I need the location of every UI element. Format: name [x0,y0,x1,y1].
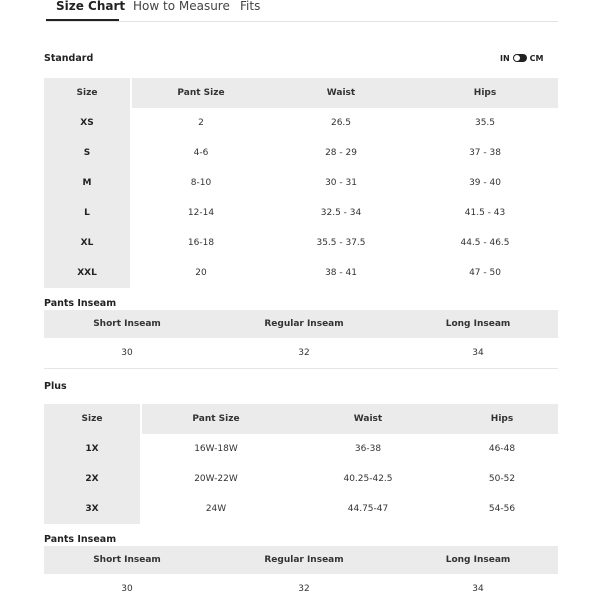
size-cell: L [44,198,132,228]
header-waist: Waist [270,78,412,108]
inseam-value-row [44,338,558,368]
table-row [44,258,558,288]
size-cell: 2X [44,464,142,494]
plus-section-title: Plus [44,381,67,392]
waist-cell: 28 - 29 [325,148,357,158]
pant-size-cell: 2 [198,118,204,128]
size-cell: XXL [44,258,132,288]
plus-inseam-title: Pants Inseam [44,534,117,545]
pant-size-cell: 16-18 [187,238,215,248]
table-row [44,464,558,494]
header-regular-inseam: Regular Inseam [264,555,344,565]
standard-size-table [44,78,558,288]
header-hips: Hips [446,404,558,434]
header-size: Size [44,78,132,108]
waist-cell: 40.25-42.5 [343,474,393,484]
table-row [44,494,558,524]
tab-fits[interactable]: Fits [240,0,261,13]
tab-bar [46,0,558,22]
hips-cell: 39 - 40 [469,178,501,188]
pant-size-cell: 20W-22W [194,474,238,484]
waist-cell: 35.5 - 37.5 [316,238,366,248]
size-cell: 1X [44,434,142,464]
standard-inseam-title: Pants Inseam [44,298,117,309]
size-cell: XL [44,228,132,258]
size-cell: M [44,168,132,198]
header-pant-size: Pant Size [132,78,270,108]
header-pant-size: Pant Size [142,404,290,434]
inseam-header-row [44,310,558,338]
table-row [44,198,558,228]
hips-cell: 54-56 [488,504,516,514]
pant-size-cell: 16W-18W [194,444,238,454]
plus-size-table [44,404,558,524]
hips-cell: 35.5 [474,118,496,128]
table-row [44,434,558,464]
waist-cell: 38 - 41 [325,268,357,278]
hips-cell: 41.5 - 43 [464,208,506,218]
header-size: Size [44,404,142,434]
pant-size-cell: 4-6 [193,148,209,158]
waist-cell: 36-38 [354,444,382,454]
table-row [44,228,558,258]
standard-inseam-table [44,310,558,369]
plus-inseam-table [44,546,558,600]
long-inseam-value: 34 [472,584,484,594]
pant-size-cell: 20 [195,268,207,278]
hips-cell: 44.5 - 46.5 [460,238,510,248]
header-hips: Hips [412,78,558,108]
inseam-header-row [44,546,558,574]
header-short-inseam: Short Inseam [93,555,161,565]
pant-size-cell: 24W [205,504,227,514]
header-long-inseam: Long Inseam [445,555,511,565]
standard-section-title: Standard [44,53,94,64]
size-cell: XS [44,108,132,138]
waist-cell: 32.5 - 34 [320,208,362,218]
toggle-knob-icon [514,55,520,61]
header-long-inseam: Long Inseam [445,319,511,329]
tab-size-chart[interactable]: Size Chart [56,0,126,13]
table-row [44,138,558,168]
size-cell: 3X [44,494,142,524]
active-tab-indicator [46,19,119,21]
waist-cell: 44.75-47 [347,504,389,514]
pant-size-cell: 12-14 [187,208,215,218]
tab-how-to-measure[interactable]: How to Measure [133,0,230,13]
short-inseam-value: 30 [121,348,133,358]
unit-switch[interactable] [513,54,527,62]
hips-cell: 47 - 50 [469,268,501,278]
regular-inseam-value: 32 [298,584,310,594]
table-row [44,168,558,198]
unit-cm-label: CM [529,53,544,63]
unit-in-label: IN [500,53,510,63]
unit-toggle[interactable] [500,52,544,64]
hips-cell: 46-48 [488,444,516,454]
long-inseam-value: 34 [472,348,484,358]
header-regular-inseam: Regular Inseam [264,319,344,329]
header-short-inseam: Short Inseam [93,319,161,329]
hips-cell: 50-52 [488,474,516,484]
pant-size-cell: 8-10 [190,178,212,188]
waist-cell: 30 - 31 [325,178,357,188]
header-waist: Waist [290,404,446,434]
table-row [44,108,558,138]
hips-cell: 37 - 38 [469,148,501,158]
size-cell: S [44,138,132,168]
regular-inseam-value: 32 [298,348,310,358]
waist-cell: 26.5 [330,118,352,128]
inseam-value-row [44,574,558,600]
short-inseam-value: 30 [121,584,133,594]
